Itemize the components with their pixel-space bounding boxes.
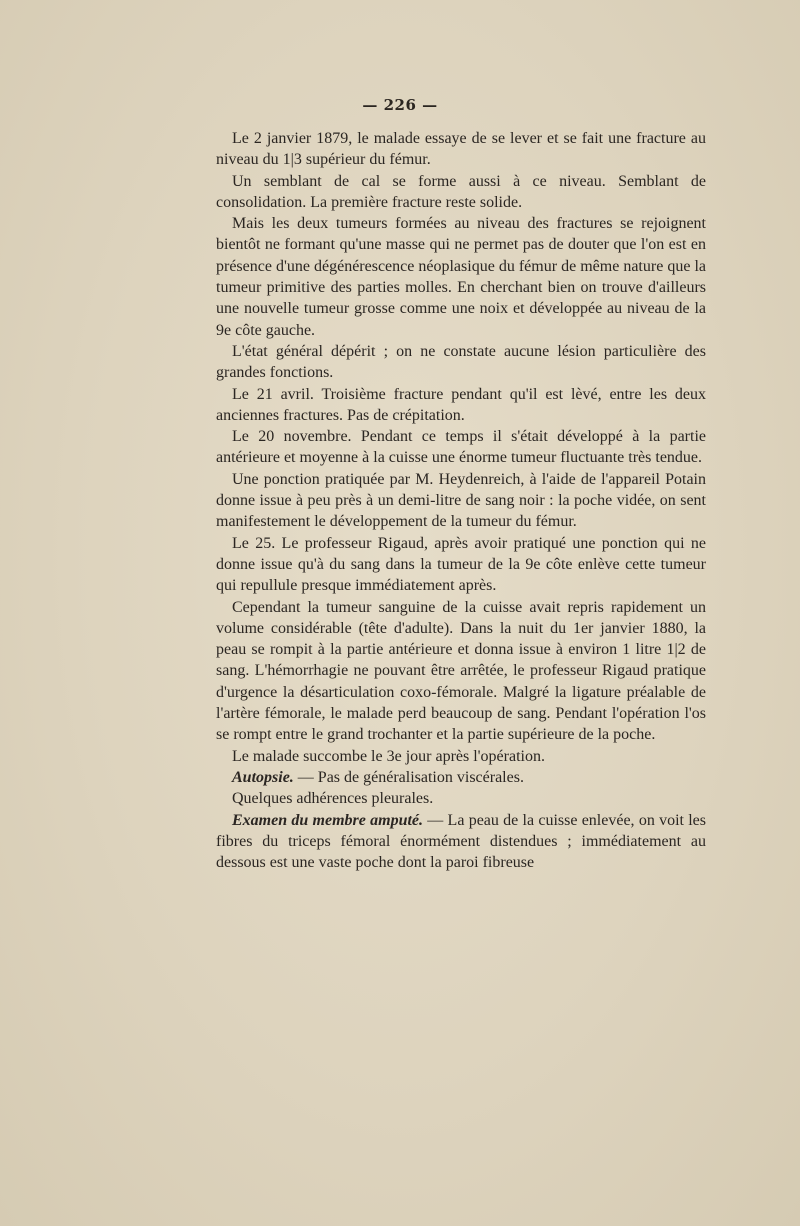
- paragraph-examen: [216, 810, 706, 874]
- body-text: [216, 128, 706, 873]
- paragraph: Le 20 novembre. Pendant ce temps il s'était développé à la partie antérieure et moyenne à la cuisse une énorme tumeur fluctuante très tendue.: [216, 428, 706, 467]
- paragraph: Un semblant de cal se forme aussi à ce niveau. Semblant de consolidation. La première fracture reste solide.: [216, 172, 706, 211]
- paragraph: Le 25. Le professeur Rigaud, après avoir pratiqué une ponction qui ne donne issue qu'à du sang dans la tumeur de la 9e côte enlève cette tumeur qui repullule presque immédiatement après.: [216, 534, 706, 595]
- paragraph: Le 21 avril. Troisième fracture pendant qu'il est lèvé, entre les deux anciennes fractures. Pas de crépitation.: [216, 385, 706, 424]
- paragraph: Une ponction pratiquée par M. Heydenreich, à l'aide de l'appareil Potain donne issue à peu près à un demi-litre de sang noir : la poche vidée, on sent manifestement le développement de la tumeur du fémur.: [216, 470, 706, 531]
- paragraph: Mais les deux tumeurs formées au niveau des fractures se rejoignent bientôt ne formant qu'une masse qui ne permet pas de douter que l'on est en présence d'une dégénérescence néoplasique du fémur de même nature que la tumeur primitive des parties molles. En cherchant bien on trouve d'ailleurs une nouvelle tumeur grosse comme une noix et développée au niveau de la 9e côte gauche.: [216, 215, 706, 339]
- section-lead: Examen du membre amputé.: [232, 811, 424, 829]
- paragraph: Quelques adhérences pleurales.: [232, 790, 434, 808]
- paragraph-text: — Pas de généralisation viscérales.: [293, 768, 524, 786]
- section-lead: Autopsie.: [232, 768, 294, 786]
- paragraph-autopsie: [216, 767, 706, 788]
- page-number: — 226 —: [362, 96, 438, 114]
- paragraph: Le 2 janvier 1879, le malade essaye de se lever et se fait une fracture au niveau du 1|3 supérieur du fémur.: [216, 130, 706, 169]
- paragraph: L'état général dépérit ; on ne constate aucune lésion particulière des grandes fonctions.: [216, 342, 706, 382]
- paragraph: Cependant la tumeur sanguine de la cuisse avait repris rapidement un volume considérable (tête d'adulte). Dans la nuit du 1er janvier 1880, la peau se rompit à la partie antérieure et donna issue à environ 1 litre 1|2 de sang. L'hémorrhagie ne pouvant être arrêtée, le professeur Rigaud pratique d'urgence la désarticulation coxo-fémorale. Malgré la ligature préalable de l'artère fémorale, le malade perd beaucoup de sang. Pendant l'opération l'os se rompt entre le grand trochanter et la partie supérieure de la poche.: [216, 598, 706, 744]
- paragraph: Le malade succombe le 3e jour après l'opération.: [232, 747, 545, 765]
- paragraph-text: — La peau de la cuisse enlevée, on voit les fibres du triceps fémoral énormément distendues ; immédiatement au dessous est une vaste poche dont la paroi fibreuse: [216, 811, 707, 872]
